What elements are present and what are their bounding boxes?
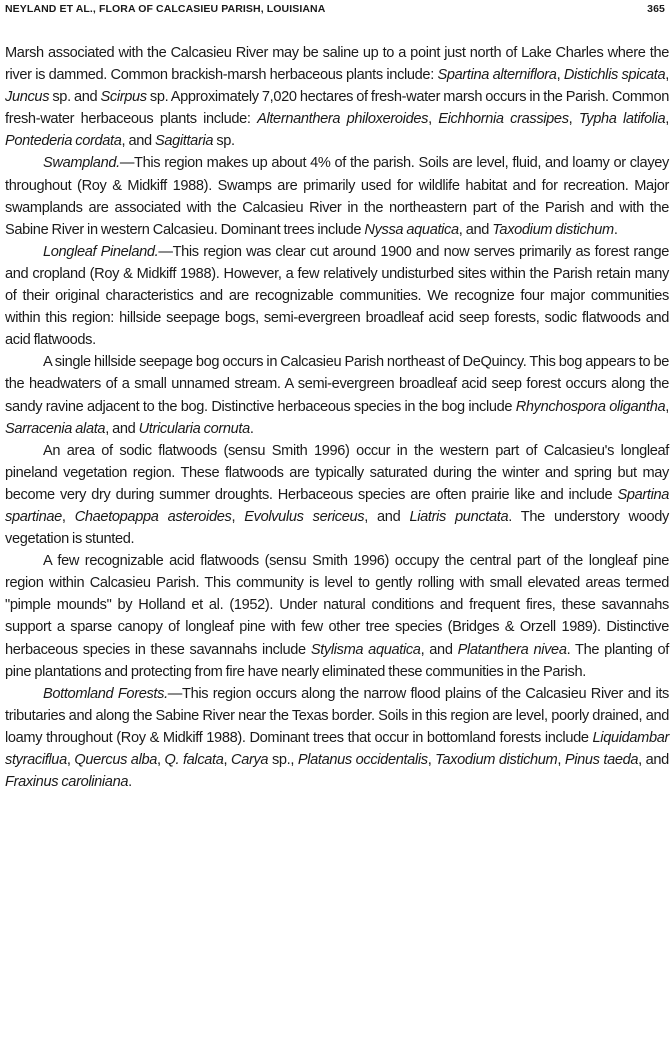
italic-text-run: Fraxinus caroliniana — [5, 774, 129, 791]
italic-text-run: Rhynchospora oligantha — [515, 398, 666, 415]
running-title: NEYLAND ET AL., FLORA OF CALCASIEU PARISH, LOUISIANA — [5, 3, 326, 15]
text-run: . The planting of pine plantations and protecting from fire have nearly eliminated these communities in the Parish. — [5, 641, 670, 680]
text-run: , — [223, 752, 231, 768]
text-run: sp. and — [49, 89, 101, 106]
italic-text-run: Bottomland Forests. — [43, 685, 168, 702]
text-run: , and — [105, 420, 139, 437]
paragraph-seepage-bog — [5, 351, 669, 439]
running-header — [5, 3, 667, 19]
text-run: , — [428, 111, 439, 128]
italic-text-run: Juncus — [5, 89, 50, 106]
italic-text-run: Nyssa aquatica — [364, 221, 459, 238]
italic-text-run: Distichlis spicata — [563, 67, 666, 84]
italic-text-run: Platanus occidentalis — [297, 752, 428, 768]
text-run: , — [568, 111, 579, 128]
italic-text-run: Typha latifolia — [578, 111, 666, 128]
italic-text-run: Liquidambar styraciflua — [5, 729, 669, 768]
italic-text-run: Pinus taeda — [564, 752, 639, 768]
text-run: , — [665, 111, 669, 128]
italic-text-run: Eichhornia crassipes — [438, 111, 569, 128]
text-run: , — [557, 752, 565, 768]
italic-text-run: Taxodium distichum — [435, 752, 558, 768]
text-run: . — [128, 774, 132, 791]
text-run: , and — [364, 508, 410, 525]
italic-text-run: Liatris punctata — [409, 508, 509, 525]
italic-text-run: Pontederia cordata — [5, 133, 122, 150]
italic-text-run: Longleaf Pineland. — [43, 243, 159, 260]
text-run: , and — [638, 752, 669, 768]
text-run: —This region occurs along the narrow flood plains of the Calcasieu River and its tributaries and along the Sabine River near the Texas border. Soils in this region are level, poorly drained, and loamy throughout (Roy & Midkiff 1988). Dominant trees that occur in bottomland forests include — [5, 685, 669, 746]
paragraph-marsh — [5, 42, 669, 152]
text-run: An area of sodic flatwoods (sensu Smith 1996) occur in the western part of Calcasieu's longleaf pineland vegetation region. These flatwoods are typically saturated during the winter and spring but may become very dry during summer droughts. Herbaceous species are often prairie like and include — [5, 442, 669, 503]
italic-text-run: Sarracenia alata — [5, 420, 106, 437]
text-run: , and — [420, 641, 458, 658]
italic-text-run: Alternanthera philoxeroides — [257, 111, 429, 128]
italic-text-run: Chaetopappa asteroides — [74, 508, 232, 525]
text-run: , — [157, 752, 165, 768]
text-run: , and — [458, 221, 493, 238]
italic-text-run: Q. falcata — [164, 752, 224, 768]
italic-text-run: Quercus alba — [74, 752, 157, 768]
text-run: . The understory woody vegetation is stunted. — [5, 508, 669, 548]
italic-text-run: Evolvulus sericeus — [244, 508, 365, 525]
page-number: 365 — [647, 3, 665, 15]
paragraph-sodic-flatwoods — [5, 440, 669, 550]
text-run: sp. — [213, 133, 235, 150]
italic-text-run: Swampland. — [43, 155, 120, 172]
text-run: , — [66, 752, 75, 768]
text-run: , — [427, 752, 436, 768]
italic-text-run: Scirpus — [100, 89, 147, 106]
text-run: , — [665, 67, 669, 84]
paragraph-bottomland-forests — [5, 683, 669, 793]
text-run: A single hillside seepage bog occurs in Calcasieu Parish northeast of DeQuincy. This bog appears to be the headwaters of a small unnamed stream. A semi-evergreen broadleaf acid seep forest occurs along the sandy ravine adjacent to the bog. Distinctive herbaceous species in the bog include — [5, 354, 669, 415]
text-run: A few recognizable acid flatwoods (sensu Smith 1996) occupy the central part of the longleaf pine region within Calcasieu Parish. This community is level to gently rolling with small elevated areas termed "pimple mounds" by Holland et al. (1952). Under natural conditions and frequent fires, these savannahs support a sparse canopy of longleaf pine with few other tree species (Bridges & Orzell 1989). Distinctive herbaceous species in these savannahs include — [5, 553, 669, 658]
text-run: , — [665, 398, 669, 415]
text-run: —This region was clear cut around 1900 and now serves primarily as forest range and cropland (Roy & Midkiff 1988). However, a few relatively undisturbed sites within the Parish retain many of their original characteristics and are recognizable communities. We recognize four major communities within this region: hillside seepage bogs, semi-evergreen broadleaf acid seep forests, sodic flatwoods and acid flatwoods. — [5, 243, 669, 349]
italic-text-run: Utricularia cornuta — [138, 420, 250, 437]
italic-text-run: Spartina spartinae — [5, 486, 669, 525]
text-run: , and — [121, 133, 155, 150]
text-run: . — [249, 420, 254, 437]
paragraph-swampland — [5, 152, 669, 240]
paragraph-acid-flatwoods — [5, 550, 669, 683]
italic-text-run: Taxodium distichum — [492, 221, 614, 238]
italic-text-run: Platanthera nivea — [457, 641, 567, 658]
text-run: sp. Approximately 7,020 hectares of fresh-water marsh occurs in the Parish. Common fresh-water herbaceous plants include: — [5, 89, 669, 128]
body-text — [5, 42, 669, 793]
italic-text-run: Sagittaria — [154, 133, 214, 150]
italic-text-run: Stylisma aquatica — [310, 641, 421, 658]
text-run: , — [231, 508, 245, 525]
text-run: Marsh associated with the Calcasieu River may be saline up to a point just north of Lake Charles where the river is dammed. Common brackish-marsh herbaceous plants include: — [5, 45, 669, 84]
text-run: , — [61, 508, 75, 525]
italic-text-run: Spartina alterniflora — [437, 67, 557, 84]
text-run: sp., — [268, 752, 298, 768]
text-run: . — [613, 221, 618, 238]
text-run: —This region makes up about 4% of the parish. Soils are level, fluid, and loamy or clayey throughout (Roy & Midkiff 1988). Swamps are primarily used for wildlife habitat and for recreation. Major swamplands are associated with the Calcasieu River in the northeastern part of the Parish and with the Sabine River in western Calcasieu. Dominant trees include — [5, 155, 669, 238]
paragraph-longleaf-pineland — [5, 241, 669, 351]
text-run: , — [556, 67, 564, 84]
italic-text-run: Carya — [231, 752, 269, 768]
